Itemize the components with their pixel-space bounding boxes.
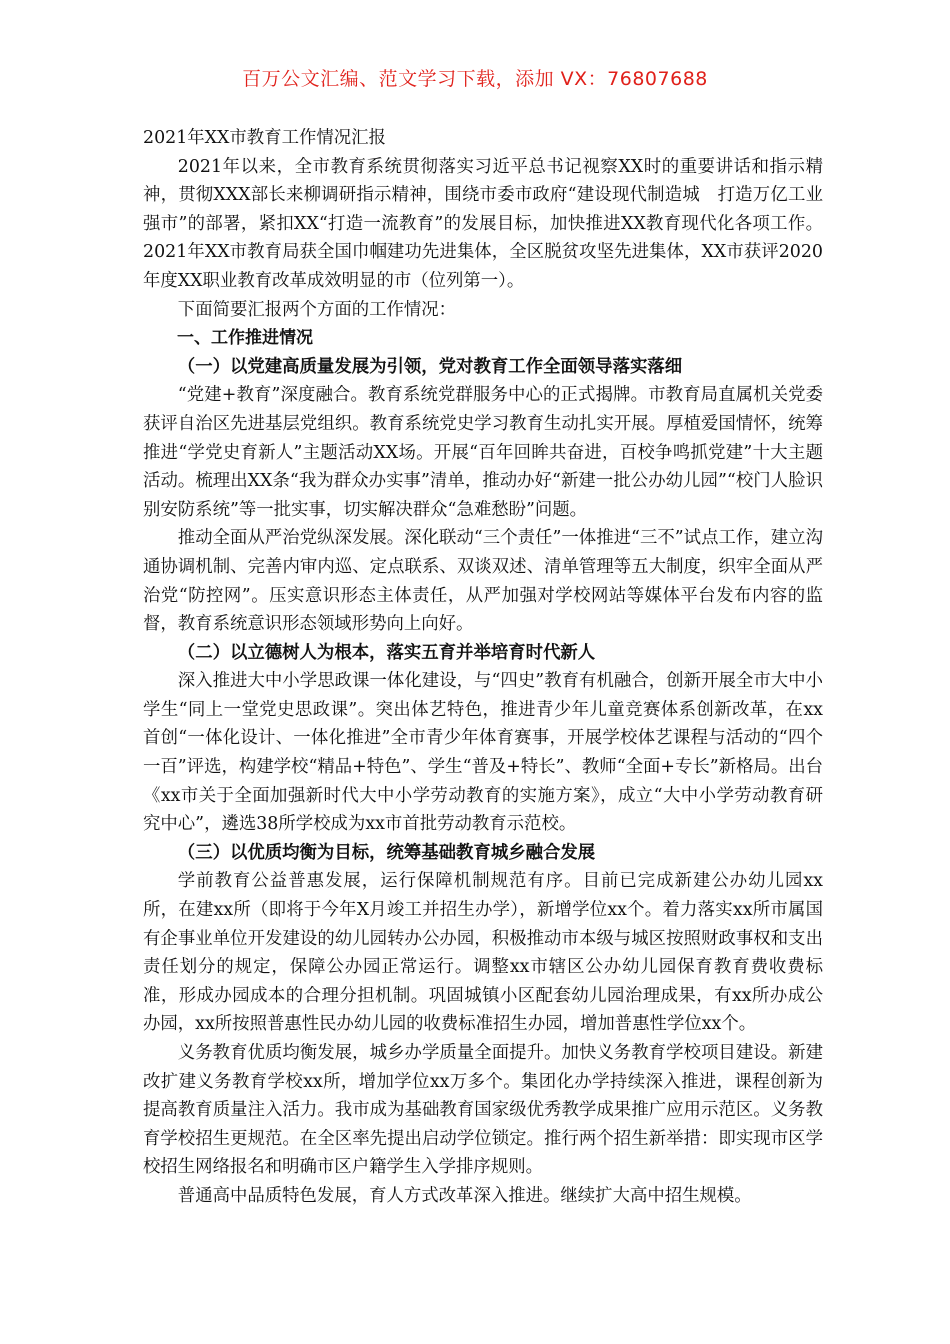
paragraph-ideological-courses: 深入推进大中小学思政课一体化建设，与“四史”教育有机融合，创新开展全市大中小学生“同上一堂党史思政课”。突出体艺特色，推进青少年儿童竞赛体系创新改革，在xx首创“一体化设计、一体化推进”全市青少年体育赛事，开展学校体艺课程与活动的“四个一百”评选，构建学校“精品+特色”、学生“普及+特长”、教师“全面+专长”新格局。出台《xx市关于全面加强新时代大中小学劳动教育的实施方案》，成立“大中小学劳动教育研究中心”，遴选38所学校成为xx市首批劳动教育示范校。 xyxy=(143,671,823,835)
paragraph-high-school: 普通高中品质特色发展，育人方式改革深入推进。继续扩大高中招生规模。 xyxy=(177,1185,752,1206)
paragraph-strict-governance: 推动全面从严治党纵深发展。深化联动“三个责任”一体推进“三不”试点工作，建立沟通协调机制、完善内审内巡、定点联系、双谈双述、清单管理等五大制度，织牢全面从严治党“防控网”。压实意识形态主体责任，从严加强对学校网站等媒体平台发布内容的监督，教育系统意识形态领域形势向上向好。 xyxy=(143,528,823,635)
subsection-heading-moral-education: （二）以立德树人为根本，落实五育并举培育时代新人 xyxy=(177,642,596,663)
watermark-banner: 百万公文汇编、范文学习下载，添加 VX：76807688 xyxy=(242,68,708,90)
subsection-heading-party-building: （一）以党建高质量发展为引领，党对教育工作全面领导落实落细 xyxy=(177,356,683,377)
document-body xyxy=(143,124,823,1211)
document-title: 2021年XX市教育工作情况汇报 xyxy=(143,128,386,148)
intro-paragraph-2: 下面简要汇报两个方面的工作情况： xyxy=(177,299,457,320)
paragraph-preschool: 学前教育公益普惠发展，运行保障机制规范有序。目前已完成新建公办幼儿园xx所，在建xx所（即将于今年X月竣工并招生办学），新增学位xx个。着力落实xx所市属国有企事业单位开发建设的幼儿园转办公办园，积极推动市本级与城区按照财政事权和支出责任划分的规定，保障公办园正常运行。调整xx市辖区公办幼儿园保育教育费收费标准，形成办园成本的合理分担机制。巩固城镇小区配套幼儿园治理成果，有xx所办成公办园，xx所按照普惠性民办幼儿园的收费标准招生办园，增加普惠性学位xx个。 xyxy=(143,871,823,1035)
subsection-heading-basic-education: （三）以优质均衡为目标，统筹基础教育城乡融合发展 xyxy=(177,842,596,863)
section-heading-work-progress: 一、工作推进情况 xyxy=(177,328,313,349)
paragraph-party-education: “党建+教育”深度融合。教育系统党群服务中心的正式揭牌。市教育局直属机关党委获评自治区先进基层党组织。教育系统党史学习教育生动扎实开展。厚植爱国情怀，统筹推进“学党史育新人”主题活动XX场。开展“百年回眸共奋进，百校争鸣抓党建”十大主题活动。梳理出XX条“我为群众办实事”清单，推动办好“新建一批公办幼儿园”“校门人脸识别安防系统”等一批实事，切实解决群众“急难愁盼”问题。 xyxy=(143,385,823,520)
intro-paragraph-1: 2021年以来，全市教育系统贯彻落实习近平总书记视察XX时的重要讲话和指示精神，贯彻XXX部长来柳调研指示精神，围绕市委市政府“建设现代制造城 打造万亿工业强市”的部署，紧扣XX“打造一流教育”的发展目标，加快推进XX教育现代化各项工作。2021年XX市教育局获全国巾帼建功先进集体，全区脱贫攻坚先进集体，XX市获评2020年度XX职业教育改革成效明显的市（位列第一）。 xyxy=(143,156,823,291)
paragraph-compulsory-education: 义务教育优质均衡发展，城乡办学质量全面提升。加快义务教育学校项目建设。新建改扩建义务教育学校xx所，增加学位xx万多个。集团化办学持续深入推进，课程创新为提高教育质量注入活力。我市成为基础教育国家级优秀教学成果推广应用示范区。义务教育学校招生更规范。在全区率先提出启动学位锁定。推行两个招生新举措：即实现市区学校招生网络报名和明确市区户籍学生入学排序规则。 xyxy=(143,1043,823,1178)
